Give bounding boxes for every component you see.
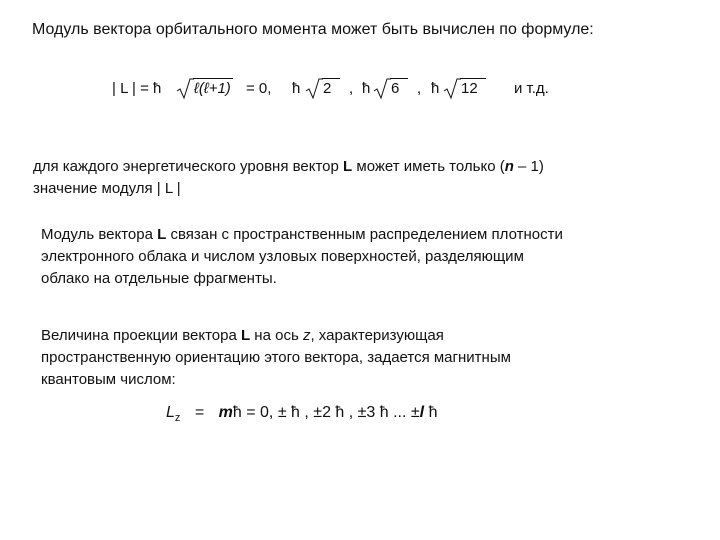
formula-comma-2: , xyxy=(417,80,422,97)
formula-hbar-1: ħ xyxy=(292,80,301,97)
formula-comma-1: , xyxy=(349,80,354,97)
formula-radicand-12: 12 xyxy=(461,80,478,97)
sqrt-sign-icon xyxy=(373,78,391,100)
sqrt-sign-icon xyxy=(443,78,461,100)
formula-eq-zero: = 0, xyxy=(246,80,272,97)
formula-radicand-6: 6 xyxy=(391,80,400,97)
formula-radicand: ℓ(ℓ+1) xyxy=(194,80,231,97)
formula-projection: $L_z$ = mħ = 0, ± ħ , ±2 ħ , ±3 ħ ... ±l ħ xyxy=(166,404,438,425)
formula-hbar-2: ħ xyxy=(362,80,371,97)
paragraph-levels: для каждого энергетического уровня вектор L может иметь только (n – 1) значение модуля | L | xyxy=(33,158,544,197)
sqrt-sign-icon xyxy=(305,78,323,100)
heading-text: Модуль вектора орбитального момента может быть вычислен по формуле: xyxy=(32,21,594,38)
paragraph-density: Модуль вектора L связан с пространственным распределением плотности электронного облака и числом узловых поверхностей, разделяющим облако на отдельные фрагменты. xyxy=(41,226,563,287)
paragraph-projection: Величина проекции вектора L на ось z, характеризующая пространственную ориентацию этого вектора, задается магнитным квантовым числом: xyxy=(41,327,511,388)
sqrt-sign-icon xyxy=(176,78,194,100)
formula-lhs: | L | = ħ xyxy=(112,80,162,97)
formula-radicand-2: 2 xyxy=(323,80,332,97)
formula-etc: и т.д. xyxy=(514,80,549,97)
formula-hbar-3: ħ xyxy=(431,80,440,97)
